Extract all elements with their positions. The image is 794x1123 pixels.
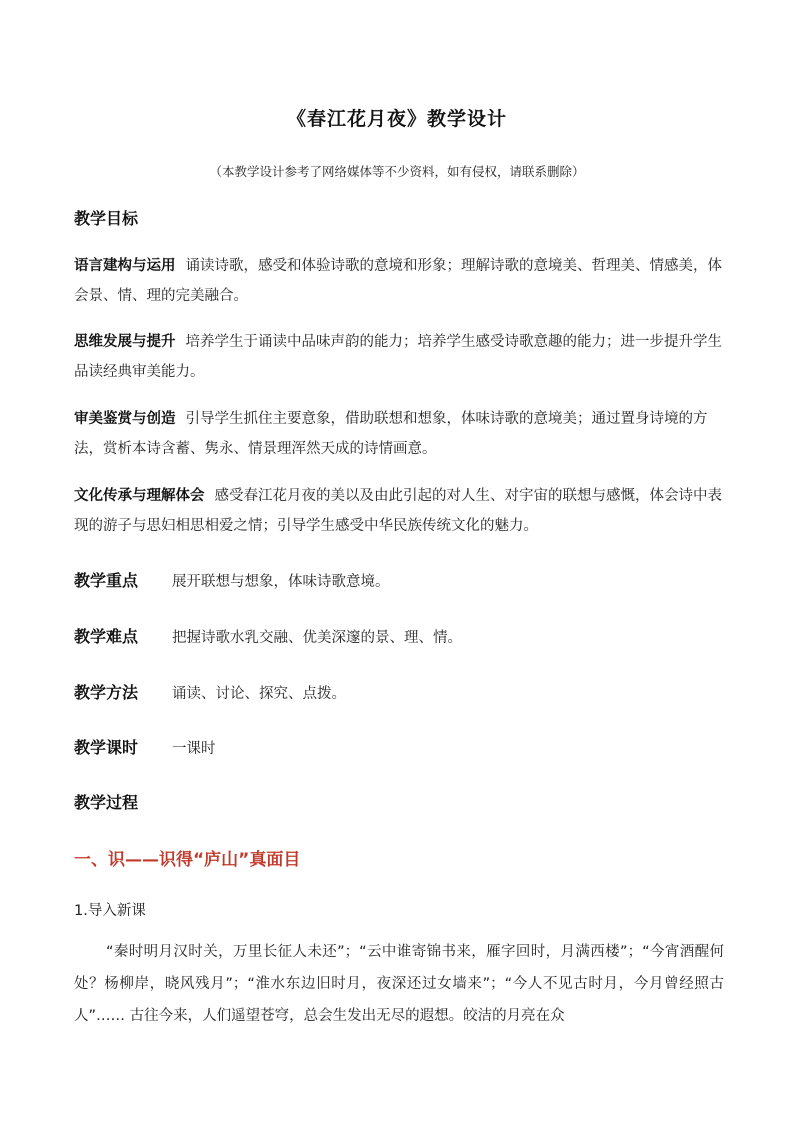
- hours-text: 一课时: [172, 741, 216, 757]
- method-row: [74, 680, 346, 703]
- objective-item: [74, 404, 724, 464]
- key-point-text: 展开联想与想象，体味诗歌意境。: [172, 574, 390, 590]
- method-text: 诵读、讨论、探究、点拨。: [172, 686, 346, 702]
- objective-item: [74, 481, 724, 541]
- hours-row: [74, 735, 216, 758]
- process-heading: 教学过程: [74, 793, 139, 812]
- section-heading: 一、识——识得“庐山”真面目: [74, 850, 301, 870]
- body-paragraph: “秦时明月汉时关，万里长征人未还”；“云中谁寄锦书来，雁字回时，月满西楼”；“今宵酒醒何处？杨柳岸，晓风残月”；“淮水东边旧时月，夜深还过女墙来”；“今人不见古时月，今月曾经照古人”…… 古往今来，人们遥望苍穹，总会生发出无尽的遐想。皎洁的月亮在众: [74, 944, 724, 1024]
- objective-text: 诵读诗歌，感受和体验诗歌的意境和形象；理解诗歌的意境美、哲理美、情感美，体会景、情、理的完美融合。: [74, 258, 722, 304]
- difficulty-row: [74, 624, 462, 647]
- objective-label: 思维发展与提升: [74, 334, 176, 350]
- objective-label: 文化传承与理解体会: [74, 488, 205, 504]
- objective-text: 感受春江花月夜的美以及由此引起的对人生、对宇宙的联想与感慨，体会诗中表现的游子与思妇相思相爱之情；引导学生感受中华民族传统文化的魅力。: [74, 488, 722, 534]
- objective-text: 培养学生于诵读中品味声韵的能力；培养学生感受诗歌意趣的能力；进一步提升学生品读经典审美能力。: [74, 334, 722, 380]
- objective-item: [74, 251, 724, 311]
- copyright-note: （本教学设计参考了网络媒体等不少资料，如有侵权，请联系删除）: [209, 164, 585, 179]
- subsection-heading: 1.导入新课: [74, 903, 146, 919]
- objectives-heading: 教学目标: [74, 209, 139, 228]
- key-point-row: [74, 568, 390, 591]
- objective-label: 语言建构与运用: [74, 258, 176, 274]
- key-point-label: 教学重点: [74, 571, 139, 590]
- difficulty-text: 把握诗歌水乳交融、优美深邃的景、理、情。: [172, 630, 462, 646]
- objective-label: 审美鉴赏与创造: [74, 411, 176, 427]
- objective-text: 引导学生抓住主要意象，借助联想和想象，体味诗歌的意境美；通过置身诗境的方法，赏析本诗含蓄、隽永、情景理浑然天成的诗情画意。: [74, 411, 708, 457]
- objective-item: [74, 327, 724, 387]
- hours-label: 教学课时: [74, 738, 139, 757]
- difficulty-label: 教学难点: [74, 627, 139, 646]
- method-label: 教学方法: [74, 683, 139, 702]
- document-title: 《春江花月夜》教学设计: [286, 108, 507, 130]
